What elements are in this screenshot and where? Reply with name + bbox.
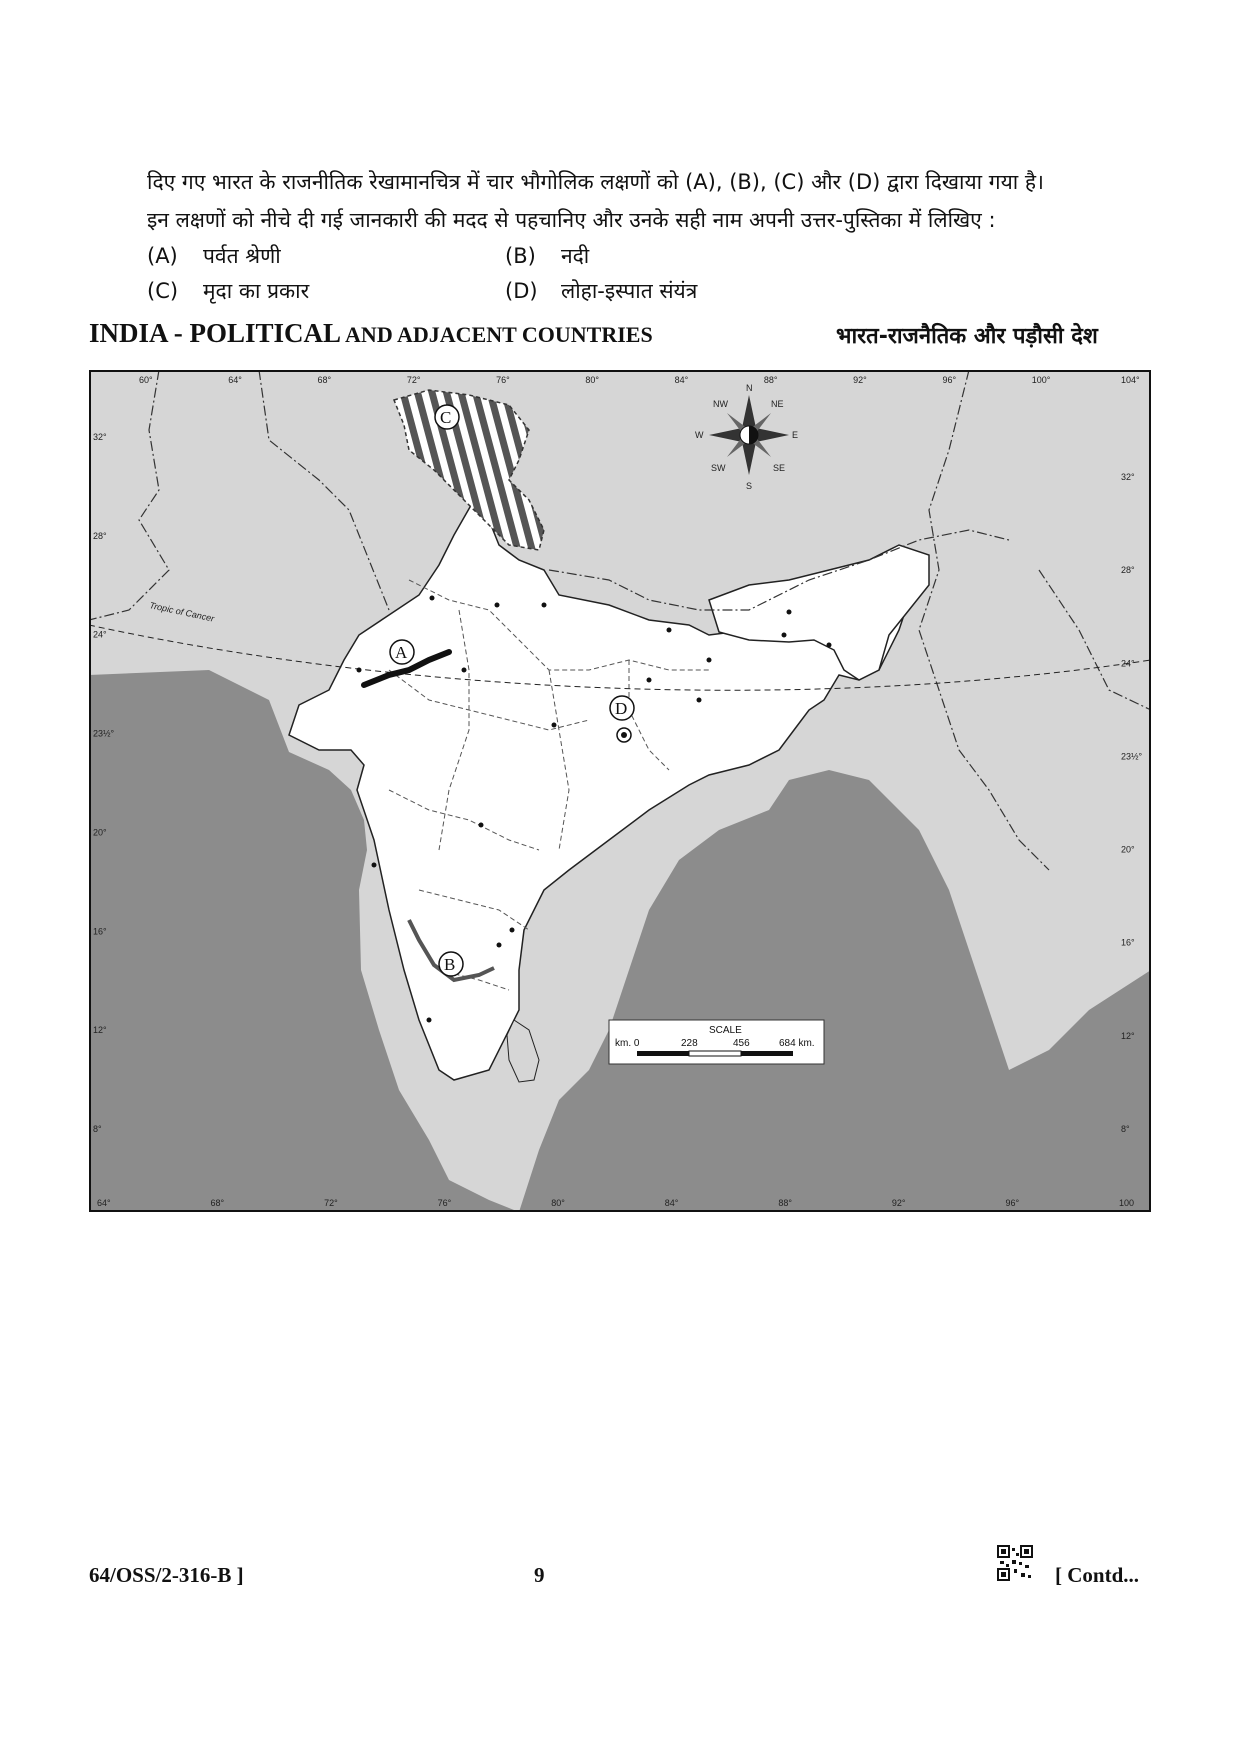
map-title-hindi: भारत-राजनैतिक और पड़ौसी देश — [836, 324, 1098, 349]
tick-label: 32° — [1121, 472, 1135, 482]
tick-label: 84° — [674, 375, 689, 385]
svg-text:km. 0: km. 0 — [615, 1038, 640, 1049]
svg-text:C: C — [440, 408, 452, 427]
svg-text:N: N — [746, 383, 753, 393]
marker-c — [435, 405, 459, 429]
tick-label: 96° — [1005, 1198, 1020, 1208]
tick-label: 88° — [778, 1198, 792, 1208]
tick-label: 80° — [551, 1198, 565, 1208]
tick-label: 16° — [93, 926, 107, 937]
tick-label: 12° — [1121, 1030, 1135, 1041]
tick-label: 8° — [1121, 1124, 1130, 1134]
tick-label: 88° — [763, 375, 778, 385]
svg-text:NE: NE — [771, 399, 784, 409]
tick-label: 60° — [139, 375, 153, 385]
tick-label: 80° — [585, 375, 599, 385]
svg-text:684 km.: 684 km. — [779, 1038, 815, 1049]
svg-text:S: S — [746, 481, 753, 491]
tick-label: 84° — [664, 1198, 679, 1208]
option-key: (D) — [505, 279, 538, 303]
svg-text:D: D — [615, 699, 628, 718]
map-title — [89, 318, 653, 349]
svg-text:456: 456 — [733, 1038, 750, 1049]
tick-label: 64° — [228, 375, 242, 385]
tropic-label: Tropic of Cancer — [148, 600, 216, 624]
marker-b — [439, 952, 463, 976]
scale-bar — [609, 1020, 824, 1064]
option-text: लोहा-इस्पात संयंत्र — [561, 279, 698, 303]
tick-label: 23½° — [93, 728, 115, 739]
svg-text:B: B — [444, 955, 456, 974]
tick-label: 8° — [93, 1124, 102, 1134]
tick-label: 68° — [317, 375, 332, 385]
question-line-2: इन लक्षणों को नीचे दी गई जानकारी की मदद से पहचानिए और उनके सही नाम अपनी उत्तर-पुस्तिका में लिखिए : — [147, 208, 996, 232]
svg-text:NW: NW — [713, 399, 728, 409]
tick-label: 16° — [1121, 937, 1135, 948]
tick-label: 20° — [93, 827, 107, 838]
tick-label: 20° — [1121, 844, 1135, 855]
tick-label: 92° — [853, 375, 867, 385]
option-key: (B) — [505, 244, 536, 268]
tick-label: 28° — [1121, 565, 1135, 576]
marker-a — [390, 640, 414, 664]
tick-label: 104° — [1121, 375, 1140, 385]
svg-text:E: E — [792, 430, 799, 440]
tick-label: 76° — [437, 1198, 452, 1208]
steel-plant-dot-icon — [621, 732, 627, 738]
tick-label: 72° — [406, 375, 421, 385]
tick-label: 72° — [324, 1198, 338, 1208]
svg-text:SCALE: SCALE — [709, 1025, 742, 1036]
tick-label: 24° — [93, 629, 107, 640]
option-key: (C) — [147, 279, 179, 303]
option-c — [147, 277, 309, 305]
option-key: (A) — [147, 244, 178, 268]
tick-label: 23½° — [1121, 751, 1143, 762]
tick-label: 64° — [97, 1198, 111, 1208]
tick-label: 68° — [210, 1198, 225, 1208]
tick-label: 28° — [93, 530, 107, 541]
india-political-map — [89, 370, 1151, 1212]
marker-d — [610, 696, 634, 720]
option-a — [147, 242, 281, 270]
map-title-main: INDIA - POLITICAL — [89, 318, 342, 348]
map-title-rest: AND ADJACENT COUNTRIES — [345, 322, 653, 347]
tick-label: 96° — [942, 375, 957, 385]
option-b — [505, 242, 589, 270]
tick-label: 100 — [1119, 1198, 1135, 1208]
option-d — [505, 277, 697, 305]
svg-text:228: 228 — [681, 1038, 698, 1049]
paper-code: 64/OSS/2-316-B ] — [89, 1563, 244, 1587]
option-text: नदी — [561, 244, 590, 268]
qr-code-icon — [997, 1545, 1033, 1581]
svg-text:SE: SE — [773, 463, 786, 473]
tick-label: 76° — [496, 375, 510, 385]
tick-label: 32° — [93, 432, 107, 442]
svg-text:W: W — [695, 430, 704, 440]
page-number: 9 — [534, 1563, 545, 1587]
tick-label: 92° — [891, 1198, 906, 1208]
question-line-1: दिए गए भारत के राजनीतिक रेखामानचित्र में चार भौगोलिक लक्षणों को (A), (B), (C) और (D) द्वारा दिखाया गया है। — [147, 170, 1044, 194]
tick-label: 100° — [1031, 375, 1051, 385]
continued-note: [ Contd... — [1055, 1563, 1140, 1587]
svg-text:A: A — [395, 643, 408, 662]
option-text: पर्वत श्रेणी — [203, 244, 281, 268]
tick-label: 24° — [1121, 658, 1135, 669]
tick-label: 12° — [93, 1025, 107, 1036]
svg-text:SW: SW — [711, 463, 726, 473]
option-text: मृदा का प्रकार — [203, 279, 310, 303]
